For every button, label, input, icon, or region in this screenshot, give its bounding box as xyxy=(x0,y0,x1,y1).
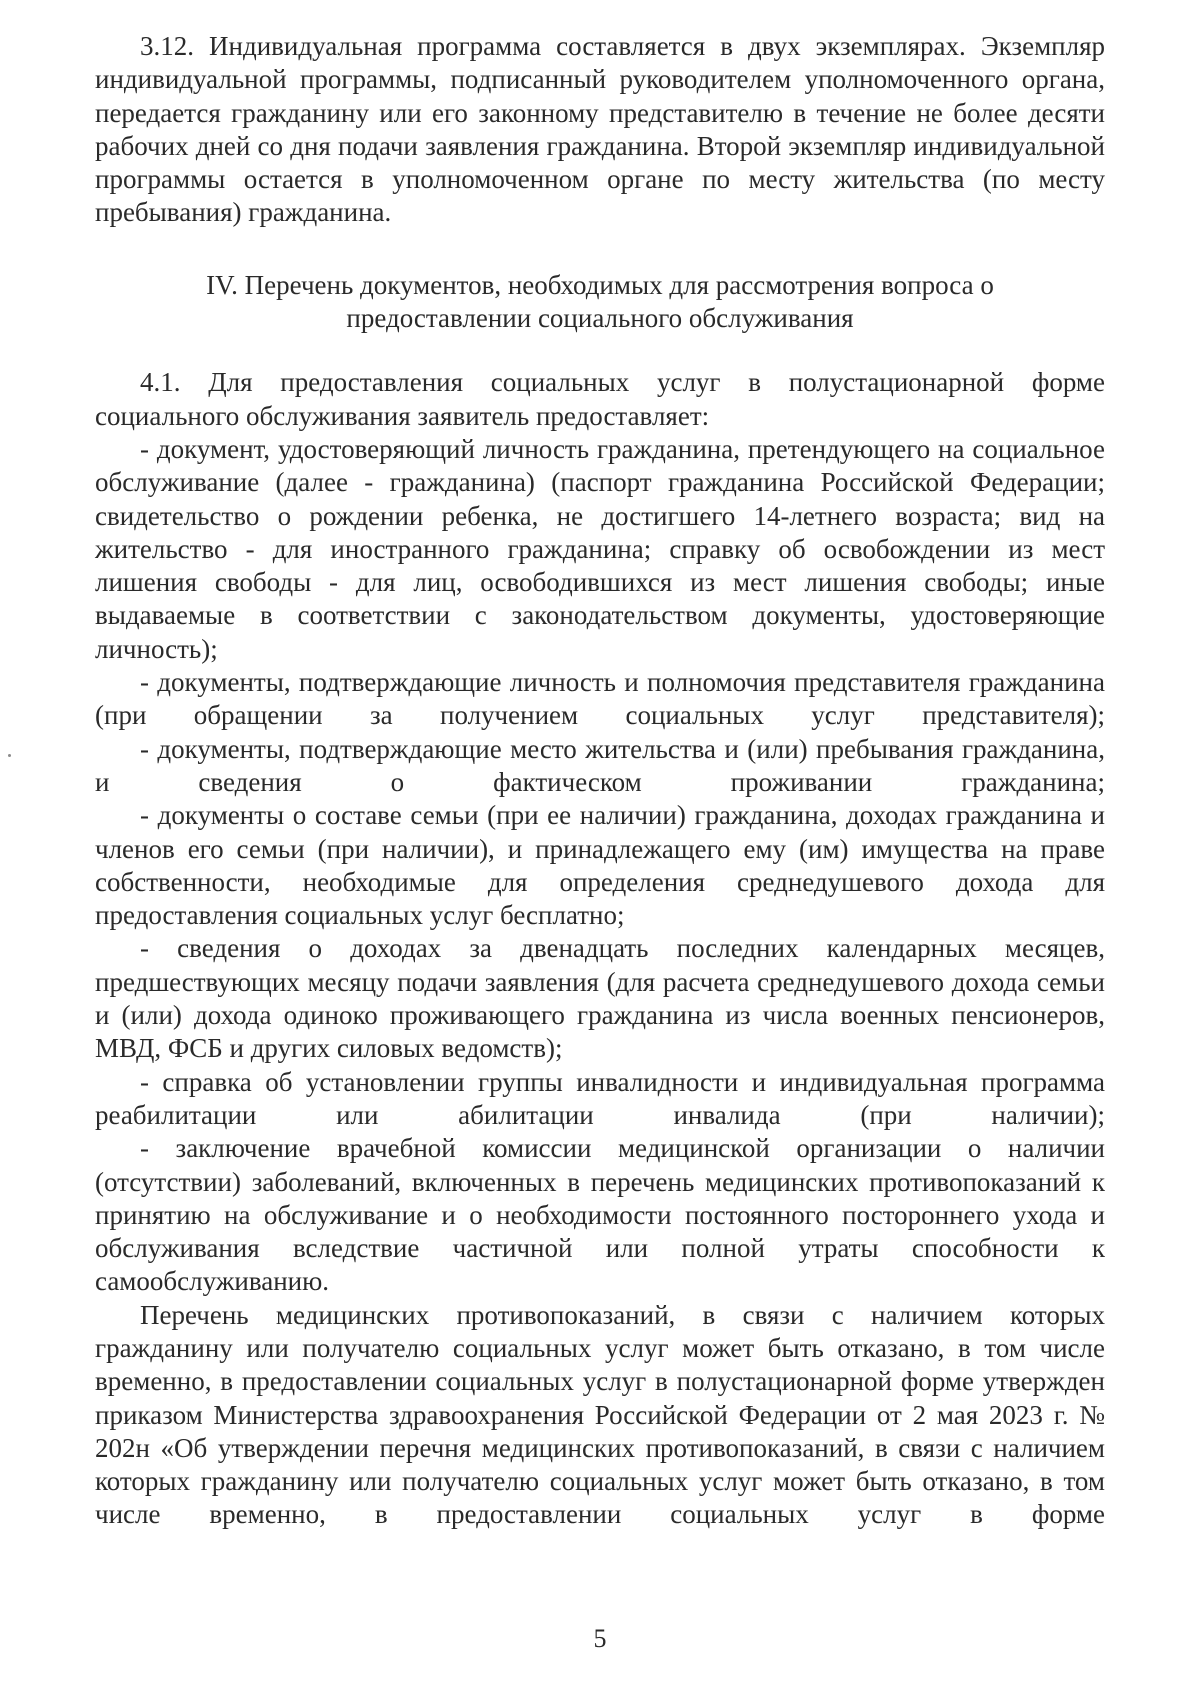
list-item-residence-documents: - документы, подтверждающие место жительства и (или) пребывания гражданина, и сведения о фактическом проживании гражданина; xyxy=(95,733,1105,797)
paragraph-3-12: 3.12. Индивидуальная программа составляется в двух экземплярах. Экземпляр индивидуальной программы, подписанный руководителем уполномоченного органа, передается гражданину или его законному представителю в течение не более десяти рабочих дней со дня подачи заявления гражданина. Второй экземпляр индивидуальной программы остается в уполномоченном органе по месту жительства (по месту пребывания) гражданина. xyxy=(95,31,1105,228)
section-heading-line-1: IV. Перечень документов, необходимых для рассмотрения вопроса о xyxy=(206,269,994,300)
list-item-family-income-documents: - документы о составе семьи (при ее наличии) гражданина, доходах гражданина и членов его семьи (при наличии), и принадлежащего ему (им) имущества на праве собственности, необходимые для определения среднедушевого дохода для предоставления социальных услуг бесплатно; xyxy=(95,800,1105,931)
section-heading-line-2: предоставлении социального обслуживания xyxy=(346,303,854,334)
list-item-disability-certificate: - справка об установлении группы инвалидности и индивидуальная программа реабилитации или абилитации инвалида (при наличии); xyxy=(95,1066,1105,1130)
list-item-representative-documents: - документы, подтверждающие личность и полномочия представителя гражданина (при обращении за получением социальных услуг представителя); xyxy=(95,667,1105,731)
list-item-identity-document: - документ, удостоверяющий личность гражданина, претендующего на социальное обслуживание (далее - гражданина) (паспорт гражданина Российской Федерации; свидетельство о рождении ребенка, не достигшего 14-летнего возраста; вид на жительство - для иностранного гражданина; справку об освобождении из мест лишения свободы - для лиц, освободившихся из мест лишения свободы; иные выдаваемые в соответствии с законодательством документы, удостоверяющие личность); xyxy=(95,433,1105,664)
list-item-medical-commission-conclusion: - заключение врачебной комиссии медицинской организации о наличии (отсутствии) заболеваний, включенных в перечень медицинских противопоказаний к принятию на обслуживание и о необходимости постоянного постороннего ухода и обслуживания вследствие частичной или полной утраты способности к самообслуживанию. xyxy=(95,1133,1105,1297)
scan-artifact xyxy=(8,754,11,757)
section-heading xyxy=(95,269,1105,336)
paragraph-4-1: 4.1. Для предоставления социальных услуг в полустационарной форме социального обслуживания заявитель предоставляет: xyxy=(95,367,1105,431)
paragraph-medical-contraindications: Перечень медицинских противопоказаний, в связи с наличием которых гражданину или получателю социальных услуг может быть отказано, в том числе временно, в предоставлении социальных услуг в полустационарной форме утвержден приказом Министерства здравоохранения Российской Федерации от 2 мая 2023 г. № 202н «Об утверждении перечня медицинских противопоказаний, в связи с наличием которых гражданину или получателю социальных услуг может быть отказано, в том числе временно, в предоставлении социальных услуг в форме xyxy=(95,1299,1105,1530)
document-page xyxy=(95,30,1105,1532)
page-number: 5 xyxy=(593,1624,607,1653)
list-item-income-information: - сведения о доходах за двенадцать последних календарных месяцев, предшествующих месяцу подачи заявления (для расчета среднедушевого дохода семьи и (или) дохода одиноко проживающего гражданина из числа военных пенсионеров, МВД, ФСБ и других силовых ведомств); xyxy=(95,933,1105,1064)
